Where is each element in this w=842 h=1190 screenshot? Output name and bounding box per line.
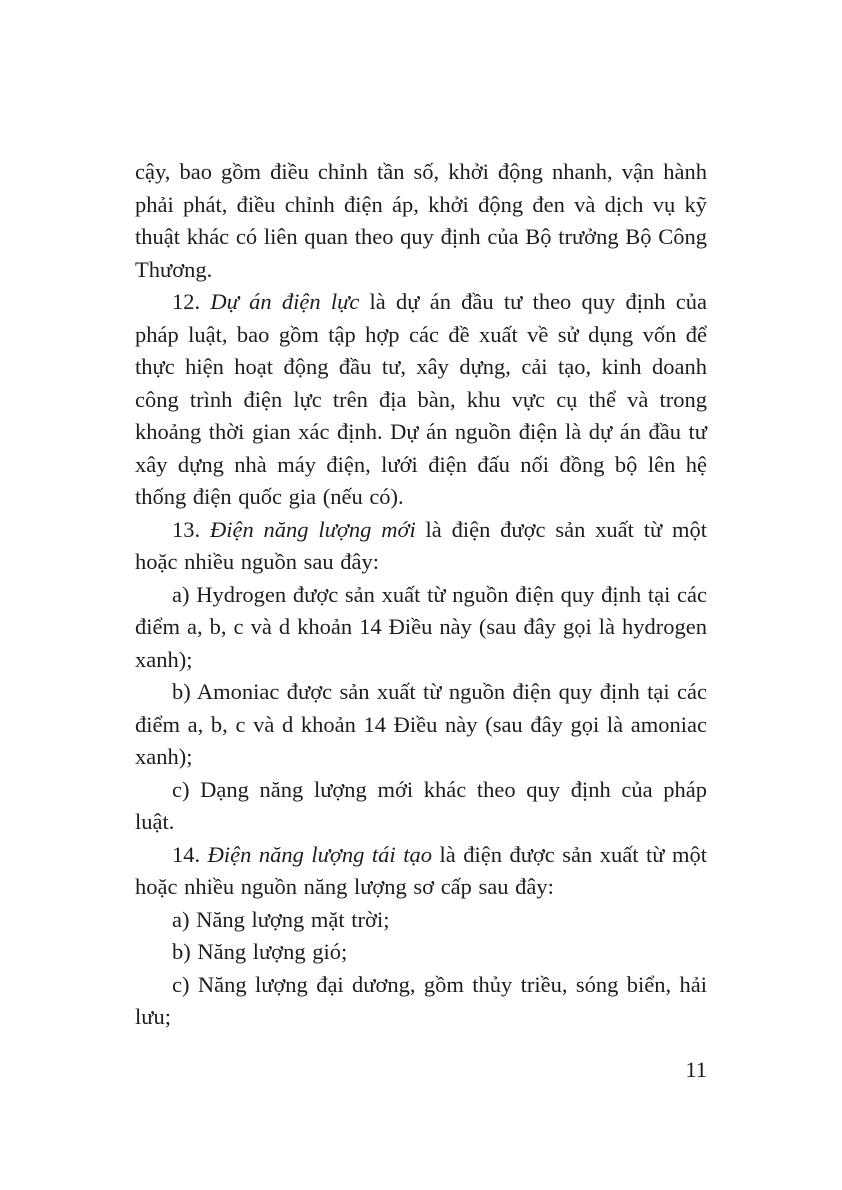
text-segment: a) Năng lượng mặt trời;: [172, 906, 390, 932]
text-segment: là dự án đầu tư theo quy định của pháp luật, bao gồm tập hợp các đề xuất về sử dụng vốn để thực hiện hoạt động đầu tư, xây dựng, cải tạo, kinh doanh công trình điện lực trên địa bàn, khu vực cụ thể và trong khoảng thời gian xác định. Dự án nguồn điện là dự án đầu tư xây dựng nhà máy điện, lưới điện đấu nối đồng bộ lên hệ thống điện quốc gia (nếu có).: [135, 289, 707, 509]
paragraph: [135, 774, 707, 839]
text-segment: là điện được sản xuất từ một hoặc nhiều nguồn sau đây:: [135, 516, 707, 574]
paragraph: [135, 156, 707, 286]
paragraph: [135, 286, 707, 514]
page-number: 11: [685, 1057, 707, 1082]
defined-term: Dự án điện lực: [210, 289, 360, 314]
text-segment: a) Hydrogen được sản xuất từ nguồn điện quy định tại các điểm a, b, c và d khoản 14 Điều này (sau đây gọi là hydrogen xanh);: [135, 581, 707, 672]
defined-term: Điện năng lượng mới: [209, 516, 416, 542]
text-segment: 13.: [172, 516, 210, 542]
text-segment: c) Năng lượng đại dương, gồm thủy triều, sóng biển, hải lưu;: [135, 971, 707, 1029]
page-body: [135, 156, 707, 1034]
paragraph: [135, 936, 707, 969]
text-segment: là điện được sản xuất từ một hoặc nhiều nguồn năng lượng sơ cấp sau đây:: [135, 841, 708, 899]
text-segment: 14.: [172, 841, 208, 867]
paragraph: [135, 904, 707, 937]
paragraph: [135, 676, 707, 774]
paragraph: [135, 969, 707, 1034]
text-segment: 12.: [172, 289, 211, 314]
paragraph: [135, 839, 707, 904]
paragraph: [135, 579, 707, 677]
text-segment: b) Năng lượng gió;: [172, 939, 348, 964]
text-segment: b) Amoniac được sản xuất từ nguồn điện quy định tại các điểm a, b, c và d khoản 14 Điều này (sau đây gọi là amoniac xanh);: [135, 679, 707, 769]
paragraph: [135, 514, 707, 579]
defined-term: Điện năng lượng tái tạo: [207, 841, 432, 867]
text-segment: c) Dạng năng lượng mới khác theo quy định của pháp luật.: [135, 776, 707, 834]
text-segment: cậy, bao gồm điều chỉnh tần số, khởi động nhanh, vận hành phải phát, điều chỉnh điện áp, khởi động đen và dịch vụ kỹ thuật khác có liên quan theo quy định của Bộ trưởng Bộ Công Thương.: [135, 159, 707, 282]
